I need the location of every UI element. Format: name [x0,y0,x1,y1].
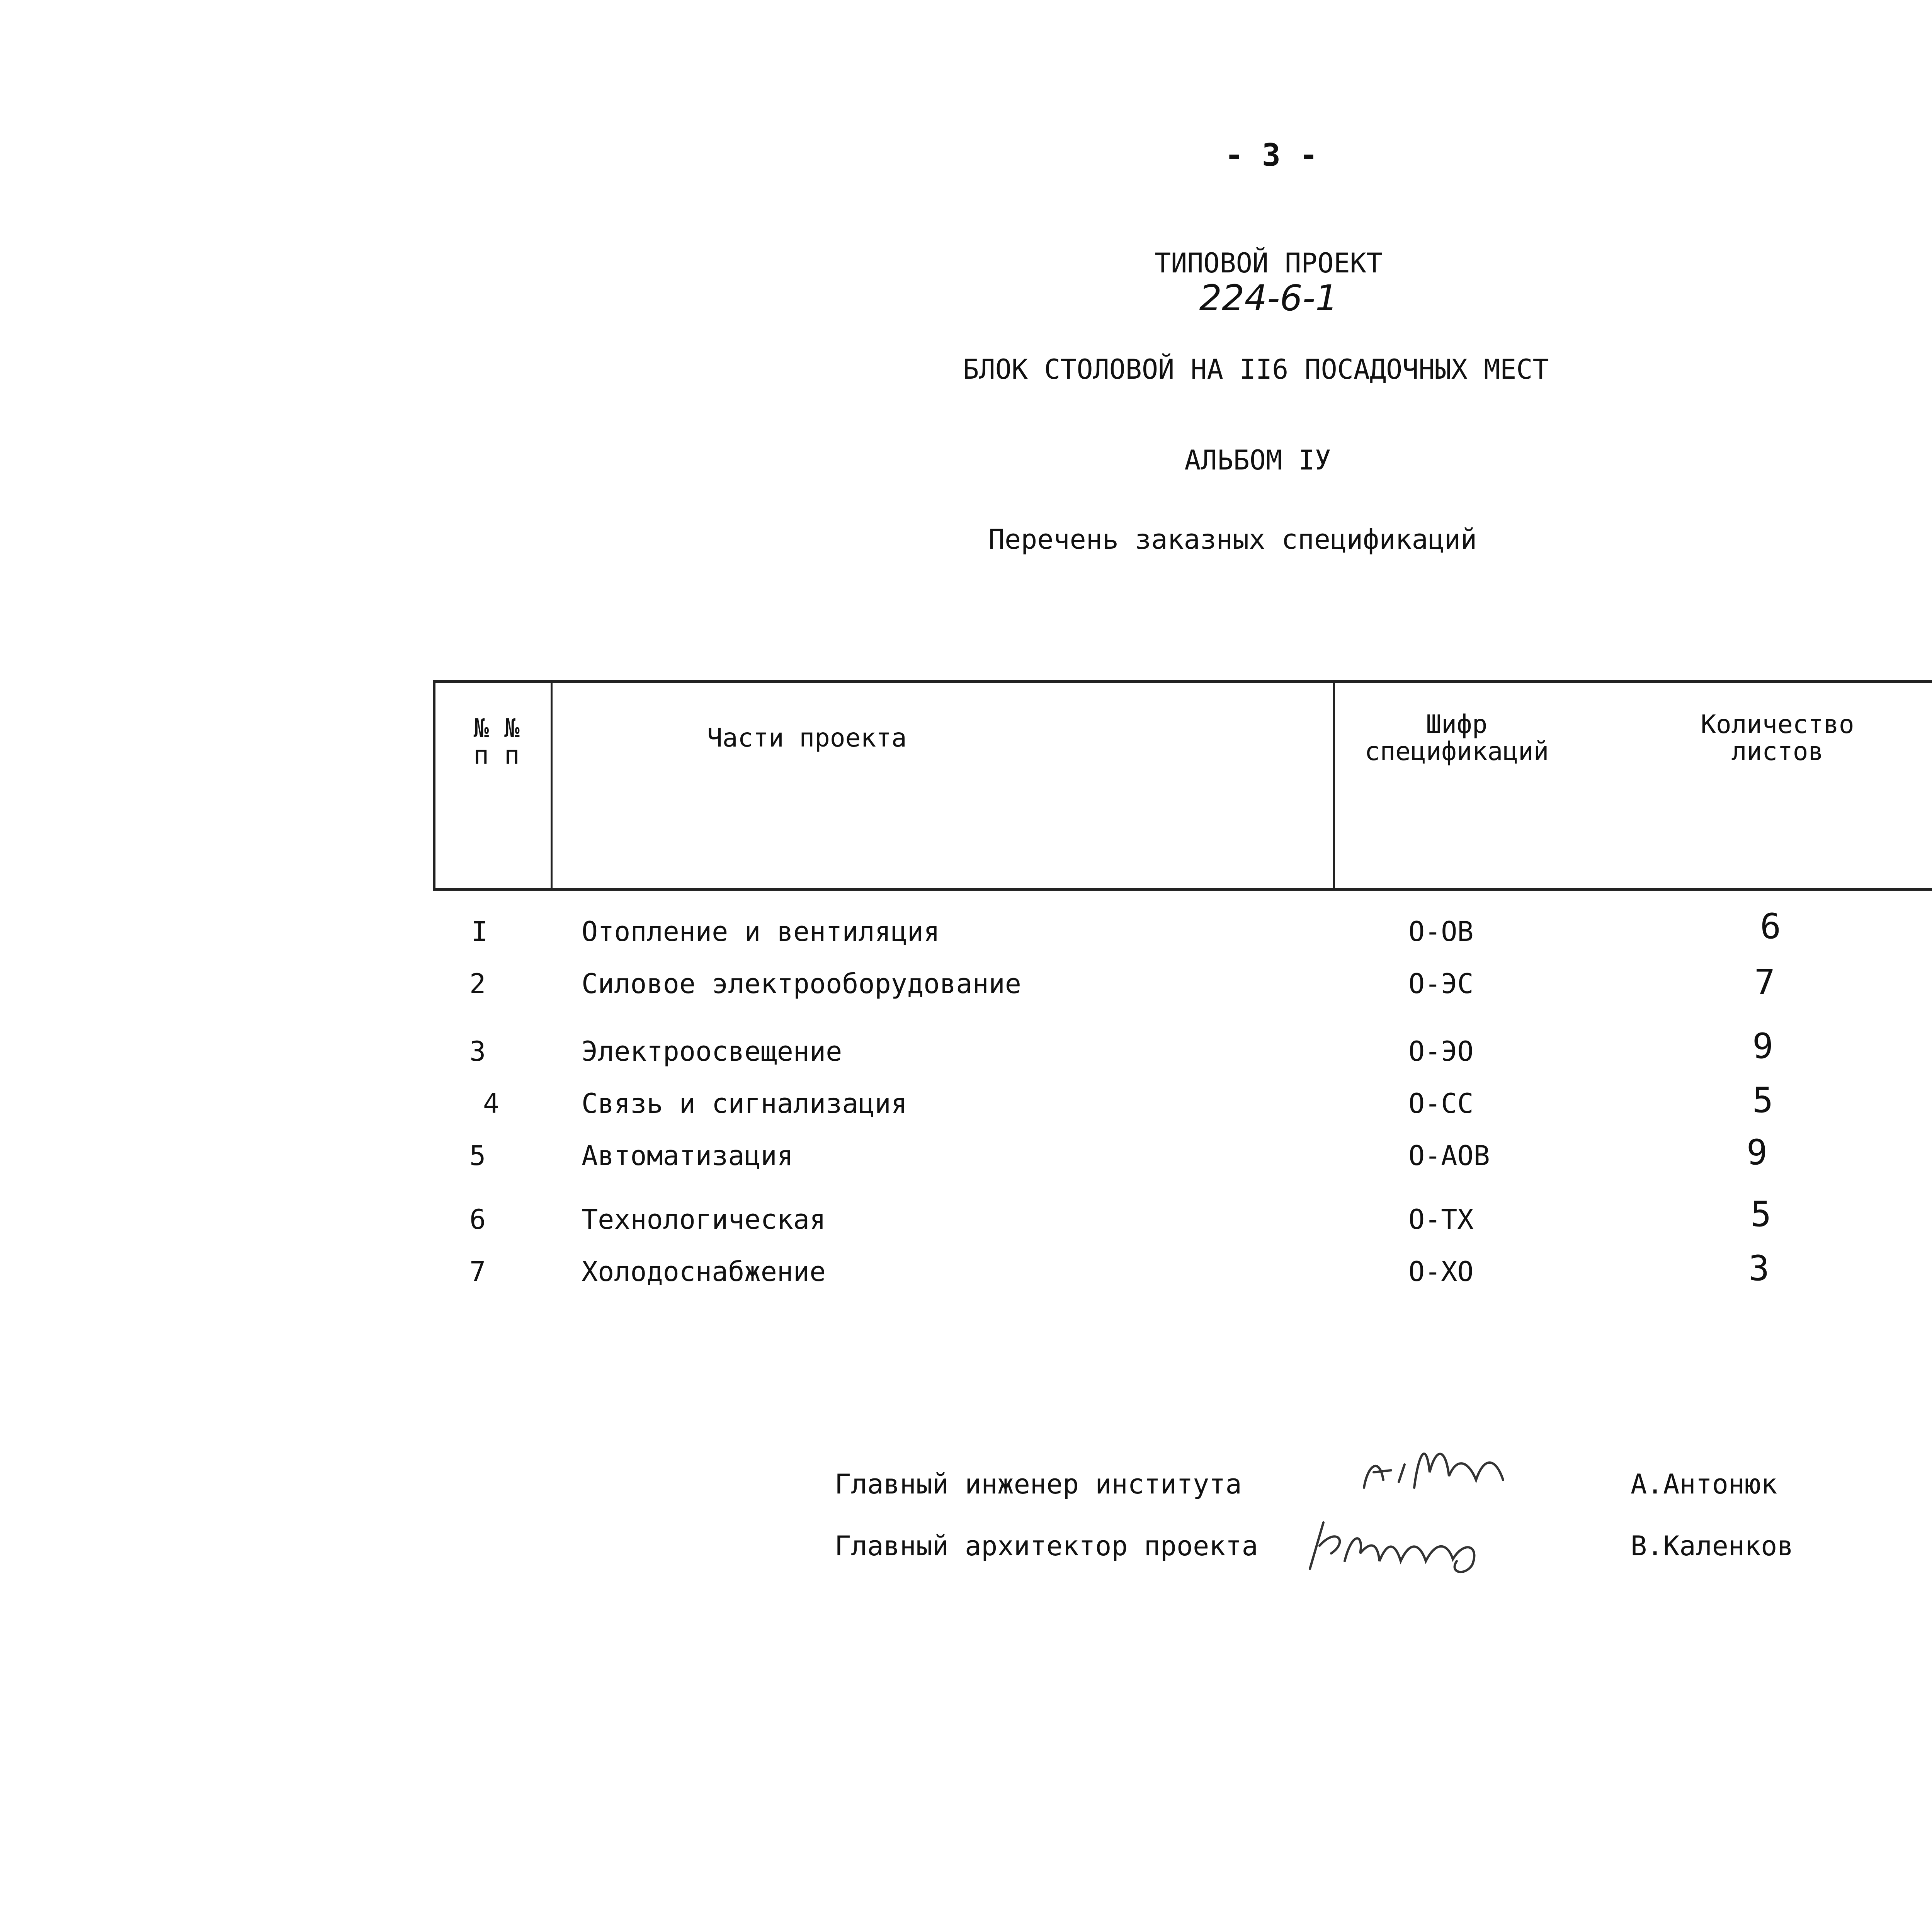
row-sheets: 5 [1750,1194,1772,1235]
header-number-line2: п п [473,740,520,770]
chief-engineer-label: Главный инженер института [835,1468,1242,1500]
album-label: АЛЬБОМ IУ [1184,444,1331,476]
project-code: 224-6-1 [1199,277,1338,319]
row-part: Автоматизация [582,1140,793,1172]
chief-architect-label: Главный архитектор проекта [835,1530,1258,1562]
row-number: 7 [469,1256,486,1288]
header-code-line1: Шифр [1426,709,1488,739]
header-number-line1: № № [473,713,520,743]
row-code: О-ЭО [1408,1036,1474,1067]
row-code: О-ОВ [1408,916,1474,947]
header-sheets-line2: листов [1731,737,1824,766]
row-part: Холодоснабжение [582,1256,826,1288]
row-sheets: 9 [1752,1026,1774,1067]
row-part: Технологическая [582,1204,826,1235]
header-sheets-line1: Количество [1701,709,1854,739]
row-part: Связь и сигнализация [582,1088,907,1119]
row-code: О-АОВ [1408,1140,1490,1172]
row-part: Электроосвещение [582,1036,842,1067]
row-sheets: 3 [1748,1248,1770,1289]
row-code: О-ТХ [1408,1204,1474,1235]
page-number: - 3 - [1225,137,1318,173]
document-title: БЛОК СТОЛОВОЙ НА II6 ПОСАДОЧНЫХ МЕСТ [963,354,1549,385]
row-sheets: 5 [1752,1080,1774,1121]
column-divider-number [551,680,553,891]
row-code: О-СС [1408,1088,1474,1119]
row-number: 3 [469,1036,486,1067]
header-parts: Части проекта [707,723,907,753]
row-sheets: 9 [1747,1132,1768,1173]
header-sheets [1685,711,1870,765]
row-part: Силовое электрооборудование [582,968,1021,1000]
row-number: 2 [469,968,486,1000]
row-sheets: 6 [1760,906,1781,947]
row-number: I [471,916,488,947]
row-number: 5 [469,1140,486,1172]
doc-type: ТИПОВОЙ ПРОЕКТ [1154,247,1383,279]
row-number: 4 [483,1088,500,1119]
row-number: 6 [469,1204,486,1235]
row-code: О-ХО [1408,1256,1474,1288]
chief-engineer-signature [1352,1399,1534,1499]
chief-architect-signature [1302,1503,1503,1580]
column-divider-parts [1333,680,1335,891]
header-code [1360,711,1553,765]
chief-architect-name: В.Каленков [1631,1530,1794,1562]
row-sheets: 7 [1754,962,1776,1003]
header-code-line2: спецификаций [1364,737,1549,766]
row-part: Отопление и вентиляция [582,916,940,947]
row-code: О-ЭС [1408,968,1474,1000]
chief-engineer-name: А.Антонюк [1631,1468,1777,1500]
header-number [473,715,520,769]
list-title: Перечень заказных спецификаций [988,524,1477,555]
